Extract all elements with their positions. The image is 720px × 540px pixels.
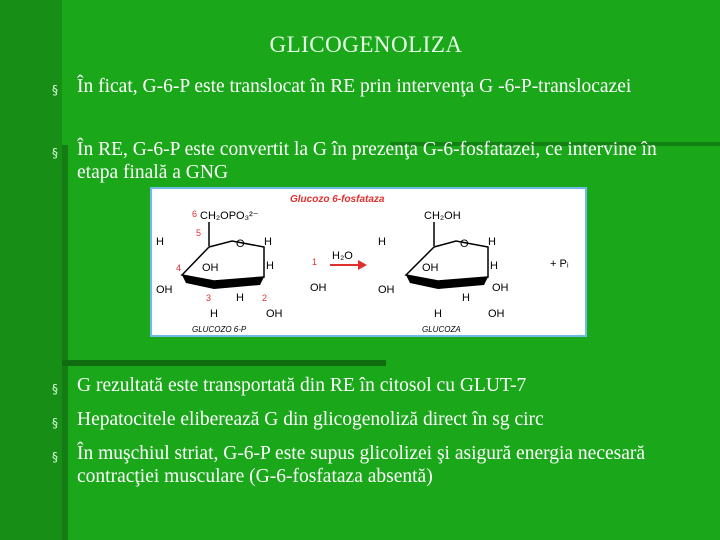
phosphate-product-label: + Pᵢ [550, 258, 569, 270]
group-oh: OH [202, 262, 219, 274]
bullet-item [52, 442, 702, 488]
atom-h: H [488, 236, 496, 248]
bullet-marker: § [52, 382, 58, 396]
background-divider-horizontal [62, 360, 386, 366]
bullet-item [52, 374, 702, 397]
ring-oxygen: O [236, 238, 245, 250]
atom-h: H [266, 260, 274, 272]
enzyme-label: Glucozo 6-fosfataza [290, 194, 385, 205]
phosphate-group-label: CH₂OPO₃²⁻ [200, 210, 259, 222]
atom-h: H [462, 292, 470, 304]
carbon-number-3: 3 [206, 293, 212, 303]
atom-h: H [378, 236, 386, 248]
bullet-text: În RE, G-6-P este convertit la G în prezenţa G-6-fosfatazei, ce intervine în etapa finală a GNG [77, 139, 657, 183]
slide-title: GLICOGENOLIZA [269, 32, 463, 57]
bullet-item [52, 75, 702, 98]
group-oh: OH [266, 308, 283, 320]
reaction-figure [150, 187, 587, 337]
bullet-text: Hepatocitele eliberează G din glicogenoliză direct în sg circ [77, 409, 544, 430]
ch2oh-group-label: CH₂OH [424, 210, 461, 222]
group-oh: OH [310, 282, 327, 294]
bullet-marker: § [52, 83, 58, 97]
ring-right [406, 241, 488, 281]
group-oh: OH [488, 308, 505, 320]
ring-oxygen: O [460, 238, 469, 250]
carbon-number-4: 4 [176, 263, 182, 273]
carbon-number-1: 1 [312, 257, 318, 267]
atom-h: H [264, 236, 272, 248]
right-molecule-name: GLUCOZA [422, 325, 461, 334]
group-oh: OH [422, 262, 439, 274]
carbon-number-5: 5 [196, 228, 202, 238]
atom-h: H [210, 308, 218, 320]
ring-left [182, 241, 264, 281]
carbon-number-6: 6 [192, 209, 198, 219]
left-molecule-name: GLUCOZO 6-P [192, 325, 247, 334]
reaction-diagram [152, 189, 587, 337]
atom-h: H [434, 308, 442, 320]
reaction-arrow-head [358, 260, 367, 270]
bullet-text: În muşchiul striat, G-6-P este supus glicolizei şi asigură energia necesară contracţiei musculare (G-6-fosfataza absentă) [77, 443, 646, 487]
atom-h: H [236, 292, 244, 304]
bullet-item [52, 138, 702, 184]
atom-h: H [490, 260, 498, 272]
bullet-marker: § [52, 146, 58, 160]
group-oh: OH [156, 284, 173, 296]
group-oh: OH [492, 282, 509, 294]
atom-h: H [156, 236, 164, 248]
bullet-text: G rezultată este transportată din RE în citosol cu GLUT-7 [77, 375, 527, 396]
bullet-item [52, 408, 702, 431]
group-oh: OH [378, 284, 395, 296]
bullet-text: În ficat, G-6-P este translocat în RE prin intervenţa G -6-P-translocazei [77, 76, 632, 97]
bullet-marker: § [52, 416, 58, 430]
water-label: H₂O [332, 250, 353, 262]
bullet-marker: § [52, 450, 58, 464]
carbon-number-2: 2 [262, 293, 268, 303]
